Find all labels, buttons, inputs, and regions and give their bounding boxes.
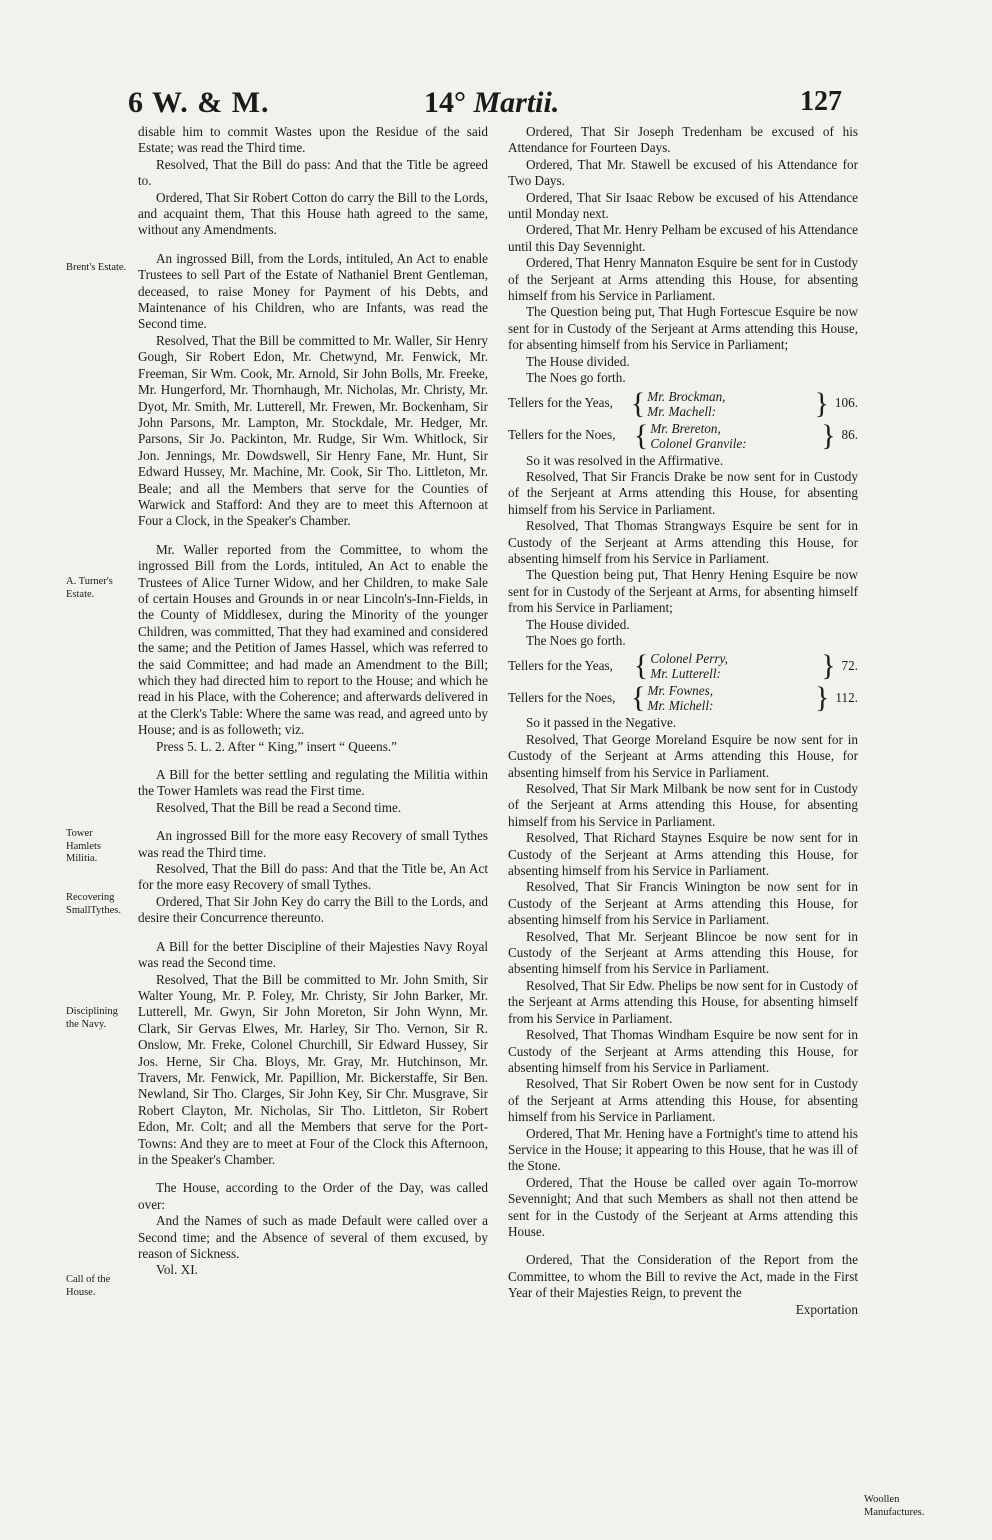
- division-1-noes: Tellers for the Noes, { Mr. Brereton, Colonel Granvile: } 86.: [508, 418, 858, 452]
- teller-names: Mr. Brockman, Mr. Machell:: [647, 388, 726, 419]
- paragraph: And the Names of such as made Default were called over a Second time; and the Absence of several of them excused, by reason of Sickness.: [138, 1213, 488, 1261]
- paragraph: Ordered, That Sir Joseph Tredenham be excused of his Attendance for Fourteen Days.: [508, 124, 858, 156]
- volume-mark: Vol. XI.: [156, 1262, 198, 1278]
- paragraph: Ordered, That Mr. Hening have a Fortnight's time to attend his Service in the House; it appearing to this House, that he was ill of the Stone.: [508, 1125, 858, 1174]
- noes-count: 112.: [835, 690, 858, 706]
- paragraph: The Question being put, That Hugh Fortescue Esquire be now sent for in Custody of the Serjeant at Arms attending this House, for absenting himself from his Service in Parliament;: [508, 304, 858, 353]
- paragraph: Resolved, That Sir Francis Drake be now sent for in Custody of the Serjeant at Arms attending this House, for absenting himself from his Service in Parliament.: [508, 468, 858, 517]
- paragraph: The Question being put, That Henry Hening Esquire be now sent for in Custody of the Serjeant at Arms, for absenting himself from his Service in Parliament;: [508, 567, 858, 616]
- paragraph: Mr. Waller reported from the Committee, to whom the ingrossed Bill from the Lords, intituled, An Act to enable the Trustees of Alice Turner Widow, and her Children, to make Sale of certain Houses and Grounds in or near Lincoln's-Inn-Fields, in the County of Middlesex, during the Minority of the younger Children, was committed, That they had examined and considered the same; and the Petition of James Hassel, which was referred to the said Committee; and had made an Amendment to the Bill; which they had directed him to report to the House; and which he read in his Place, with the Coherence; and afterwards delivered in at the Clerk's Table: Where the same was read, and agreed unto by House; and is as followeth; viz.: [138, 541, 488, 738]
- paragraph: Ordered, That Sir John Key do carry the Bill to the Lords, and desire their Concurrence thereunto.: [138, 893, 488, 926]
- paragraph: A Bill for the better settling and regulating the Militia within the Tower Hamlets was read the First time.: [138, 767, 488, 799]
- teller-names: Colonel Perry, Mr. Lutterell:: [650, 651, 728, 682]
- page-header: [0, 86, 992, 122]
- paragraph: An ingrossed Bill for the more easy Recovery of small Tythes was read the Third time.: [138, 828, 488, 860]
- margin-note-turner: A. Turner's Estate.: [66, 576, 113, 600]
- paragraph: Ordered, That Sir Isaac Rebow be excused of his Attendance until Monday next.: [508, 189, 858, 222]
- tellers-label: Tellers for the Noes,: [508, 690, 616, 706]
- division-2-noes: Tellers for the Noes, { Mr. Fownes, Mr. Michell: } 112.: [508, 681, 858, 715]
- tellers-label: Tellers for the Noes,: [508, 427, 616, 443]
- margin-note-tower: Tower Hamlets Militia.: [66, 828, 101, 864]
- division-1-yeas: Tellers for the Yeas, { Mr. Brockman, Mr. Machell: } 106.: [508, 386, 858, 420]
- paragraph: Ordered, That the House be called over again To-morrow Sevennight; And that such Members as shall not then attend be sent for in the Custody of the Serjeant at Arms attending this House.: [508, 1174, 858, 1239]
- paragraph: Resolved, That the Bill be committed to Mr. John Smith, Sir Walter Young, Mr. P. Foley, Mr. Christy, Sir John Barker, Mr. Lutterell, Mr. Gwyn, Sir John Moreton, Sir John Wynn, Mr. Clark, Sir Gervas Elwes, Mr. Harley, Sir Tho. Vernon, Sir R. Onslow, Mr. Freke, Colonel Churchill, Sir Edward Hussey, Sir Jos. Herne, Sir Cha. Bloys, Mr. Gray, Mr. Hutchinson, Mr. Travers, Mr. Fenwick, Mr. Papillion, Mr. Bickerstaffe, Sir Ben. Newland, Sir Tho. Clarges, Sir John Key, Sir Chr. Musgrave, Sir Robert Clayton, Mr. Nicholas, Sir Tho. Littleton, Sir Robert Edon, Mr. Colt; and all the Members that serve for the Port-Towns: And they are to meet at Four of the Clock this Afternoon, in the Speaker's Chamber.: [138, 971, 488, 1167]
- left-column: [138, 124, 488, 1279]
- paragraph: The Noes go forth.: [526, 370, 626, 386]
- paragraph: Resolved, That Mr. Serjeant Blincoe be now sent for in Custody of the Serjeant at Arms attending this House, for absenting himself from his Service in Parliament.: [508, 928, 858, 977]
- paragraph: So it passed in the Negative.: [526, 715, 677, 731]
- paragraph: Resolved, That Richard Staynes Esquire be now sent for in Custody of the Serjeant at Arms attending this House, for absenting himself from his Service in Parliament.: [508, 830, 858, 879]
- paragraph: So it was resolved in the Affirmative.: [526, 452, 724, 468]
- paragraph: Ordered, That Henry Mannaton Esquire be sent for in Custody of the Serjeant at Arms attending this House, for absenting himself from his Service in Parliament.: [508, 255, 858, 304]
- paragraph: Ordered, That Mr. Stawell be excused of his Attendance for Two Days.: [508, 156, 858, 189]
- teller-names: Mr. Fownes, Mr. Michell:: [647, 683, 714, 714]
- catchword: Exportation: [795, 1301, 858, 1317]
- paragraph: An ingrossed Bill, from the Lords, intituled, An Act to enable Trustees to sell Part of the Estate of Nathaniel Brent Gentleman, deceased, to raise Money for Payment of his Debts, and Maintenance of his Children, who are Infants, was read the Second time.: [138, 250, 488, 332]
- date-heading: [424, 86, 559, 120]
- paragraph: Resolved, That Sir Robert Owen be now sent for in Custody of the Serjeant at Arms attending this House, for absenting himself from his Service in Parliament.: [508, 1076, 858, 1125]
- paragraph: Press 5. L. 2. After “ King,” insert “ Queens.”: [156, 738, 397, 754]
- paragraph: Resolved, That Sir Mark Milbank be now sent for in Custody of the Serjeant at Arms attending this House, for absenting himself from his Service in Parliament.: [508, 781, 858, 829]
- paragraph: Resolved, That the Bill do pass: And that the Title be, An Act for the more easy Recovery of small Tythes.: [138, 861, 488, 893]
- paragraph: The House divided.: [526, 616, 630, 632]
- paragraph: Resolved, That the Bill do pass: And that the Title be agreed to.: [138, 156, 488, 189]
- paragraph: The House divided.: [526, 353, 630, 369]
- paragraph: The House, according to the Order of the Day, was called over:: [138, 1180, 488, 1212]
- margin-note-navy: Disciplining the Navy.: [66, 1006, 118, 1030]
- margin-note-brent: Brent's Estate.: [66, 262, 127, 273]
- paragraph: A Bill for the better Discipline of their Majesties Navy Royal was read the Second time.: [138, 938, 488, 971]
- paragraph: Resolved, That Sir Edw. Phelips be now sent for in Custody of the Serjeant at Arms attending this House, for absenting himself from his Service in Parliament.: [508, 977, 858, 1026]
- yeas-count: 72.: [841, 658, 858, 674]
- margin-note-woollen: Woollen Manufactures.: [864, 1494, 925, 1518]
- paragraph: disable him to commit Wastes upon the Residue of the said Estate; was read the Third time.: [138, 124, 488, 156]
- yeas-count: 106.: [834, 395, 858, 411]
- margin-note-tythes: Recovering SmallTythes.: [66, 892, 121, 916]
- date-month: Martii.: [473, 86, 560, 119]
- paragraph: Ordered, That Sir Robert Cotton do carry the Bill to the Lords, and acquaint them, That this House hath agreed to the same, without any Amendments.: [138, 189, 488, 238]
- teller-names: Mr. Brereton, Colonel Granvile:: [650, 420, 747, 451]
- regnal-year: 6 W. & M.: [128, 86, 270, 119]
- paragraph: Resolved, That Thomas Strangways Esquire be sent for in Custody of the Serjeant at Arms attending this House, for absenting himself from his Service in Parliament.: [508, 518, 858, 566]
- paragraph: The Noes go forth.: [526, 632, 626, 648]
- noes-count: 86.: [841, 427, 858, 443]
- tellers-label: Tellers for the Yeas,: [508, 658, 613, 674]
- paragraph: Resolved, That George Moreland Esquire be now sent for in Custody of the Serjeant at Arms attending this House, for absenting himself from his Service in Parliament.: [508, 731, 858, 780]
- right-column: [508, 124, 858, 1318]
- division-2-yeas: Tellers for the Yeas, { Colonel Perry, Mr. Lutterell: } 72.: [508, 649, 858, 683]
- tellers-label: Tellers for the Yeas,: [508, 395, 613, 411]
- paragraph: Ordered, That the Consideration of the Report from the Committee, to whom the Bill to revive the Act, made in the First Year of their Majesties Reign, to prevent the: [508, 1252, 858, 1301]
- date-day: 14°: [424, 86, 474, 119]
- paragraph: Resolved, That the Bill be committed to Mr. Waller, Sir Henry Gough, Sir Robert Edon, Mr. Chetwynd, Mr. Fenwick, Mr. Freeman, Sir Wm. Cook, Mr. Arnold, Sir John Bolls, Mr. Freeke, Mr. Hungerford, Mr. Thornhaugh, Mr. Nicholas, Mr. Christy, Mr. Dyot, Mr. Smith, Mr. Lutterell, Mr. Frewen, Mr. Bockenham, Sir John Parsons, Mr. Lampton, Mr. Stockdale, Mr. Hedger, Mr. Parsons, Sir Jo. Packinton, Mr. Rudge, Sir Wm. Whitlock, Sir Jon. Jennings, Mr. Dowdswell, Sir Henry Fane, Mr. Hunt, Sir Edward Hussey, Mr. Machine, Mr. Cook, Sir Tho. Littleton, Mr. Beale; and all the Members that serve for the Counties of Warwick and Stafford: And they are to meet this Afternoon at Four a Clock, in the Speaker's Chamber.: [138, 332, 488, 529]
- paragraph: Ordered, That Mr. Henry Pelham be excused of his Attendance until this Day Sevennight.: [508, 222, 858, 254]
- page-number: 127: [800, 86, 842, 117]
- margin-note-call: Call of the House.: [66, 1274, 111, 1298]
- paragraph: Resolved, That Sir Francis Winington be now sent for in Custody of the Serjeant at Arms attending this House, for absenting himself from his Service in Parliament.: [508, 879, 858, 928]
- paragraph: Resolved, That Thomas Windham Esquire be now sent for in Custody of the Serjeant at Arms attending this House, for absenting himself from his Service in Parliament.: [508, 1027, 858, 1075]
- paragraph: Resolved, That the Bill be read a Second time.: [156, 799, 402, 815]
